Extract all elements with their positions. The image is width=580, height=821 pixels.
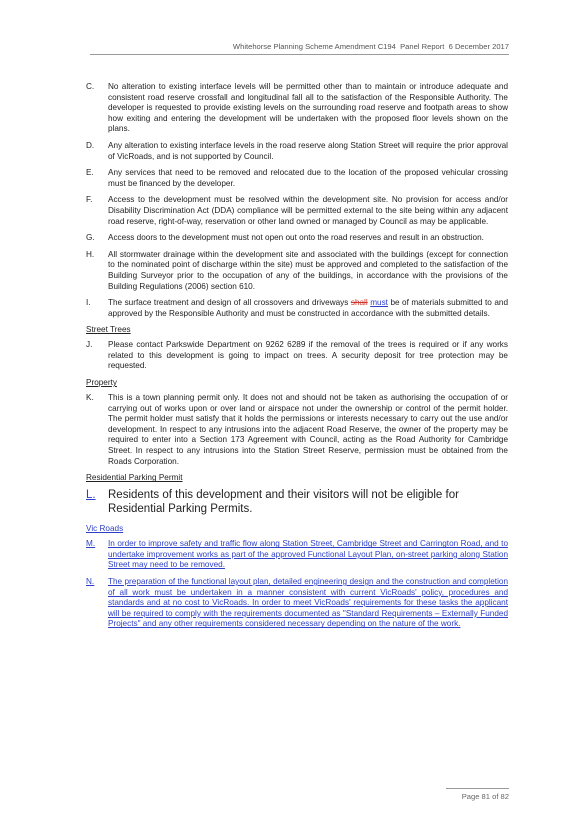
condition-label: N.	[86, 577, 95, 586]
condition-l	[86, 488, 508, 516]
condition-m	[86, 539, 508, 571]
condition-label: C.	[86, 82, 95, 91]
condition-i	[86, 298, 508, 319]
condition-text: The preparation of the functional layout plan, detailed engineering design and the construction and completion of all work must be undertaken in a manner consistent with current VicRoads' policy, procedures and standards and at no cost to VicRoads. In order to meet VicRoads' requirements for these tasks the applicant will be required to comply with the requirements documented as "Standard Requirements – Externally Funded Projects" and any other requirements considered necessary depending on the nature of the work.	[108, 577, 508, 629]
condition-text	[108, 298, 508, 319]
condition-label: E.	[86, 168, 94, 178]
condition-k	[86, 393, 508, 467]
section-heading-vicroads: Vic Roads	[86, 524, 124, 534]
condition-label: G.	[86, 233, 95, 243]
condition-label: L.	[86, 489, 96, 502]
page-content	[86, 82, 508, 636]
page-number: Page 81 of 82	[461, 792, 509, 801]
condition-text: Please contact Parkswide Department on 9262 6289 if the removal of the trees is required or if any works related to this development is going to impact on trees. A security deposit for tree protection may be requested.	[108, 340, 508, 371]
condition-text: Access doors to the development must not open out onto the road reserves and result in an obstruction.	[108, 233, 484, 243]
condition-label: F.	[86, 195, 93, 205]
condition-text: Access to the development must be resolved within the development site. No provision for access and/or Disability Discrimination Act (DDA) compliance will be permitted external to the site being within any adjacent road reserve, right-of-way, reservation or other land owned or managed by Council as may be applicable.	[108, 195, 508, 226]
condition-e	[86, 168, 508, 189]
condition-j	[86, 340, 508, 372]
condition-text: Residents of this development and their visitors will not be eligible for Residential Parking Permits.	[108, 489, 459, 516]
condition-text: In order to improve safety and traffic flow along Station Street, Cambridge Street and Carrington Road, and to undertake improvement works as part of the approved Functional Layout Plan, on-street parking along Station Street may need to be removed.	[108, 539, 508, 570]
condition-text: This is a town planning permit only. It does not and should not be taken as authorising the occupation of or carrying out of works upon or over land or airspace not under the ownership or control of the permit holder. The permit holder must satisfy that it holds the permissions or interests necessary to carry out the use and/or development. In respect to any intrusions into the adjacent Road Reserve, the owner of the property may be required to enter into a Section 173 Agreement with Council, acting as the Road Authority for Cambridge Street. In respect to any intrusions into the Station Street Reserve, permission must be obtained from the Roads Corporation.	[108, 393, 508, 466]
section-heading-property: Property	[86, 378, 117, 388]
condition-g	[86, 233, 508, 244]
condition-d	[86, 141, 508, 162]
text-before: The surface treatment and design of all crossovers and driveways	[108, 298, 351, 308]
condition-f	[86, 195, 508, 227]
text-after: be of materials submitted to and approved by the Responsible Authority and must be constructed in accordance with the submitted details.	[108, 298, 508, 318]
condition-text: All stormwater drainage within the development site and associated with the buildings (except for connection to the nominated point of discharge within the site) must be approved and completed to the satisfaction of the Building Surveyor prior to the occupation of any of the buildings, in accordance with the provisions of the Building Regulations (2006) section 610.	[108, 249, 508, 291]
inserted-text: must	[370, 298, 388, 308]
condition-label: D.	[86, 140, 95, 150]
condition-label: M.	[86, 539, 96, 549]
section-heading-street-trees: Street Trees	[86, 325, 131, 335]
condition-text: Any services that need to be removed and relocated due to the location of the proposed vehicular crossing must be financed by the developer.	[108, 168, 508, 188]
footer-rule	[446, 788, 509, 789]
condition-label: H.	[86, 249, 95, 259]
condition-label: J.	[86, 340, 93, 350]
condition-text: No alteration to existing interface levels will be permitted other than to maintain or introduce adequate and consistent road reserve crossfall and longitudinal fall all to the satisfaction of the Responsible Authority. The developer is requested to provide existing levels on the surrounding road reserve and footpath areas to show how exiting and entering the development will be undertaken with the proposed floor levels shown on the plans.	[108, 82, 508, 134]
condition-c	[86, 82, 508, 135]
page-header: Whitehorse Planning Scheme Amendment C194 Panel Report 6 December 2017	[90, 42, 509, 55]
condition-label: K.	[86, 393, 94, 403]
condition-text: Any alteration to existing interface levels in the road reserve along Station Street will require the prior approval of VicRoads, and is not supported by Council.	[108, 140, 508, 161]
condition-label: I.	[86, 298, 91, 308]
condition-h	[86, 250, 508, 292]
section-heading-parking: Residential Parking Permit	[86, 473, 183, 483]
deleted-text: shall	[350, 298, 368, 308]
condition-n	[86, 577, 508, 630]
